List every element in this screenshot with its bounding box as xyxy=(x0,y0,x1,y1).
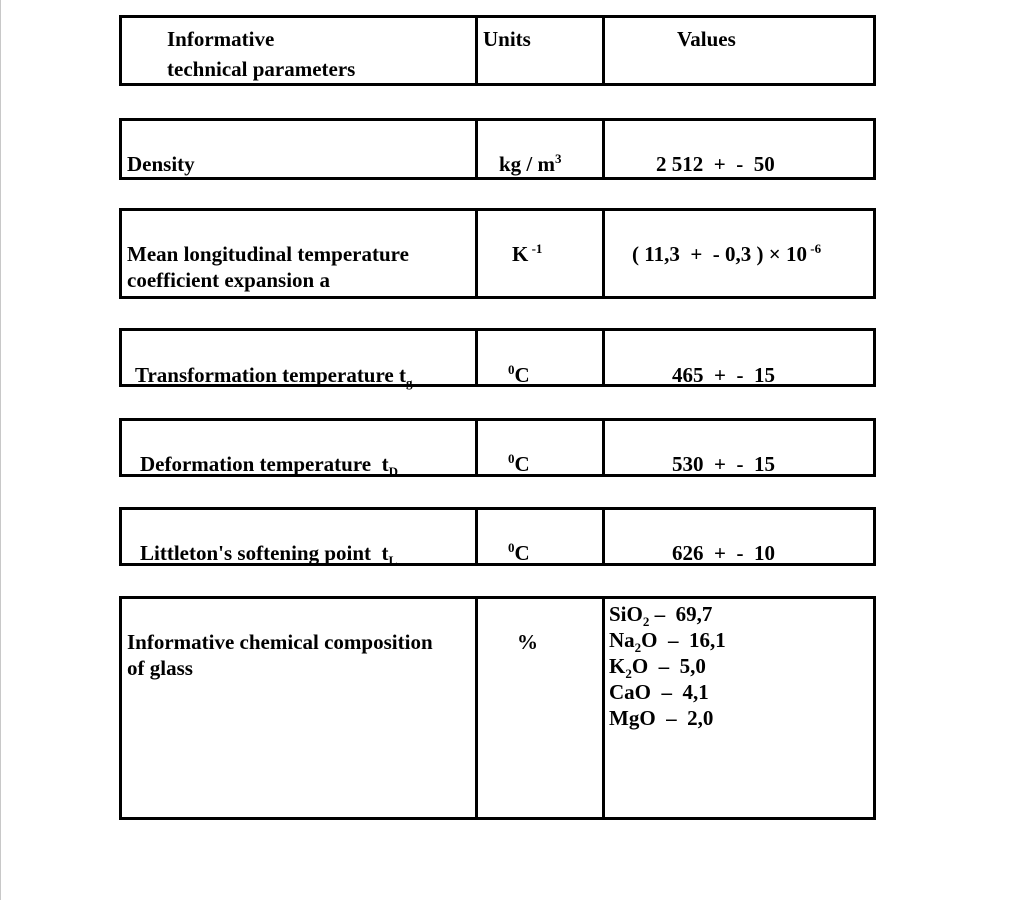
composition-item-value: – 69,7 xyxy=(649,602,713,626)
header-param-cell xyxy=(119,15,478,86)
expansion-param-cell xyxy=(119,208,478,299)
deformation-param-base: Deformation temperature t xyxy=(140,452,389,476)
composition-item-formula: MgO – 2,0 xyxy=(609,706,714,730)
row-transformation xyxy=(119,328,876,391)
softening-unit-base: C xyxy=(514,541,530,565)
composition-item xyxy=(609,601,726,630)
composition-param xyxy=(127,629,433,681)
transformation-unit-cell xyxy=(475,328,605,387)
expansion-unit-cell xyxy=(475,208,605,299)
header-values-label: Values xyxy=(677,27,736,51)
deformation-unit xyxy=(508,451,530,477)
row-density xyxy=(119,118,876,180)
softening-value: 626 + - 10 xyxy=(672,541,775,565)
header-param-line1: Informative xyxy=(167,27,275,51)
softening-param-cell xyxy=(119,507,478,569)
page-edge xyxy=(0,0,1,900)
composition-unit: % xyxy=(517,630,538,654)
composition-item-formula: SiO xyxy=(609,602,643,626)
softening-unit-degree: 0 xyxy=(508,540,515,555)
composition-item-subscript: 2 xyxy=(625,666,632,682)
transformation-unit-degree: 0 xyxy=(508,362,515,377)
deformation-value: 530 + - 15 xyxy=(672,452,775,476)
composition-param-line2: of glass xyxy=(127,656,193,680)
composition-param-line1: Informative chemical composition xyxy=(127,630,433,654)
deformation-value-cell xyxy=(602,418,876,477)
header-units-label: Units xyxy=(483,27,531,51)
expansion-value-exponent: -6 xyxy=(807,241,822,256)
deformation-param-cell xyxy=(119,418,478,480)
composition-unit-cell xyxy=(475,596,605,820)
density-unit-base: kg / m xyxy=(499,152,556,176)
expansion-param-line2: coefficient expansion a xyxy=(127,268,330,292)
composition-item-subscript: 2 xyxy=(642,614,650,630)
deformation-unit-degree: 0 xyxy=(508,451,515,466)
softening-param-base: Littleton's softening point t xyxy=(140,541,389,565)
composition-item xyxy=(609,653,726,682)
expansion-value-cell xyxy=(602,208,876,299)
row-composition xyxy=(119,596,876,820)
row-deformation xyxy=(119,418,876,480)
expansion-param-line1: Mean longitudinal temperature xyxy=(127,242,409,266)
row-softening xyxy=(119,507,876,569)
composition-item-formula: K xyxy=(609,654,626,678)
composition-param-cell xyxy=(119,596,478,820)
density-unit-exponent: 3 xyxy=(555,151,562,166)
density-value: 2 512 + - 50 xyxy=(656,152,775,176)
softening-param xyxy=(140,540,398,569)
composition-item-formula: CaO – 4,1 xyxy=(609,680,709,704)
expansion-unit xyxy=(512,241,542,267)
density-unit-cell xyxy=(475,118,605,180)
density-value-cell xyxy=(602,118,876,180)
softening-param-subscript: L xyxy=(388,553,398,569)
row-expansion xyxy=(119,208,876,299)
transformation-param-cell xyxy=(119,328,478,391)
density-param-cell xyxy=(119,118,478,180)
transformation-unit xyxy=(508,362,530,388)
density-param: Density xyxy=(127,152,195,176)
composition-item-subscript: 2 xyxy=(634,640,642,656)
table-header xyxy=(119,15,876,86)
expansion-unit-exponent: -1 xyxy=(528,241,543,256)
header-param-line2: technical parameters xyxy=(167,57,356,81)
composition-item xyxy=(609,679,726,705)
header-param-label xyxy=(167,26,355,82)
composition-list xyxy=(609,601,726,731)
deformation-param-subscript: D xyxy=(388,464,398,480)
header-values-cell xyxy=(602,15,876,86)
softening-value-cell xyxy=(602,507,876,566)
composition-item-value: O – 16,1 xyxy=(641,628,726,652)
header-units-cell xyxy=(475,15,605,86)
expansion-value xyxy=(632,241,821,267)
deformation-unit-cell xyxy=(475,418,605,477)
deformation-unit-base: C xyxy=(514,452,530,476)
composition-value-cell xyxy=(602,596,876,820)
composition-item xyxy=(609,705,726,731)
transformation-unit-base: C xyxy=(514,363,530,387)
transformation-param-subscript: g xyxy=(406,375,413,391)
transformation-value-cell xyxy=(602,328,876,387)
transformation-param xyxy=(135,362,413,391)
density-unit xyxy=(499,151,562,177)
composition-item-formula: Na xyxy=(609,628,635,652)
softening-unit-cell xyxy=(475,507,605,566)
expansion-value-base: ( 11,3 + - 0,3 ) × 10 xyxy=(632,242,808,266)
expansion-param xyxy=(127,241,409,293)
softening-unit xyxy=(508,540,530,566)
deformation-param xyxy=(140,451,398,480)
composition-item xyxy=(609,627,726,656)
transformation-param-base: Transformation temperature t xyxy=(135,363,406,387)
expansion-unit-base: K xyxy=(512,242,529,266)
transformation-value: 465 + - 15 xyxy=(672,363,775,387)
composition-item-value: O – 5,0 xyxy=(631,654,706,678)
